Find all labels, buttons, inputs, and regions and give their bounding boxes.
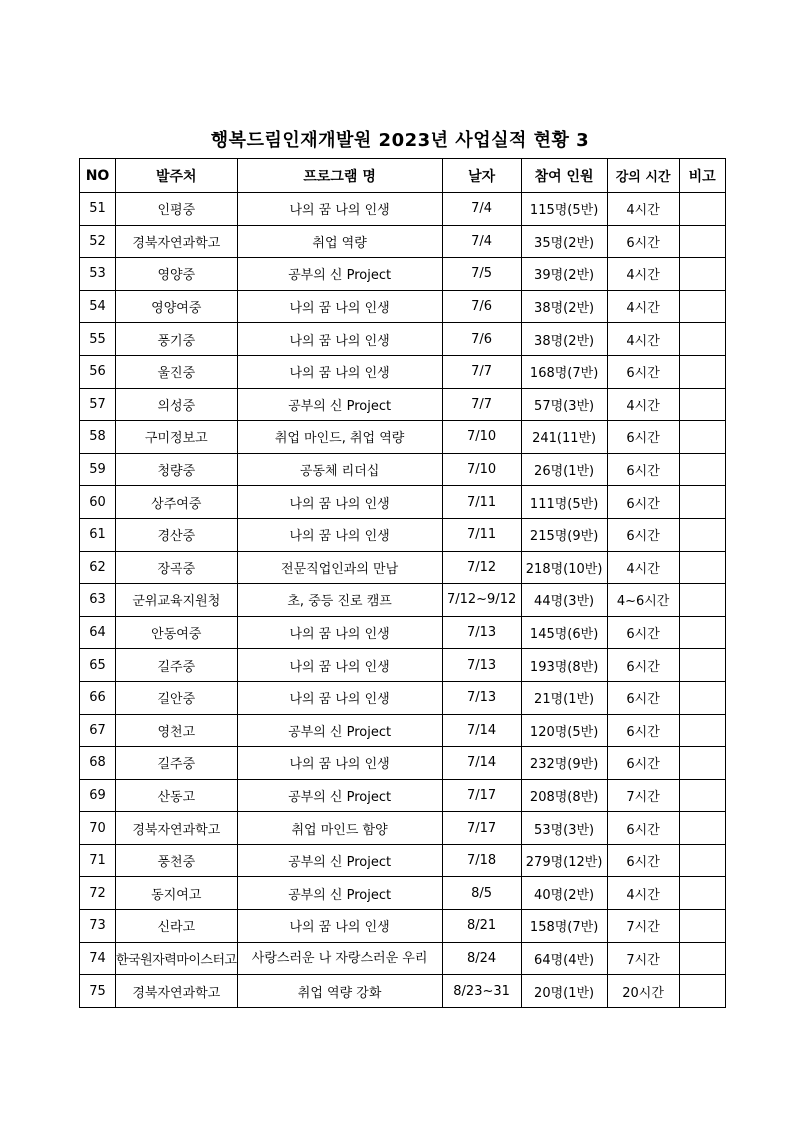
cell-date: 7/18 (442, 844, 521, 877)
cell-no: 72 (80, 877, 116, 910)
cell-date: 7/12~9/12 (442, 584, 521, 617)
cell-no: 63 (80, 584, 116, 617)
cell-client: 동지여고 (116, 877, 238, 910)
cell-date: 7/17 (442, 812, 521, 845)
cell-client: 군위교육지원청 (116, 584, 238, 617)
cell-program: 공부의 신 Project (237, 388, 442, 421)
cell-program: 초, 중등 진로 캠프 (237, 584, 442, 617)
cell-note (679, 747, 725, 780)
cell-hours: 6시간 (607, 355, 679, 388)
cell-no: 75 (80, 975, 116, 1008)
cell-date: 8/5 (442, 877, 521, 910)
cell-client: 영양여중 (116, 290, 238, 323)
header-participants: 참여 인원 (521, 159, 607, 193)
cell-no: 69 (80, 779, 116, 812)
cell-no: 74 (80, 942, 116, 975)
cell-participants: 38명(2반) (521, 290, 607, 323)
cell-participants: 57명(3반) (521, 388, 607, 421)
cell-client: 신라고 (116, 910, 238, 943)
cell-no: 66 (80, 681, 116, 714)
cell-client: 경북자연과학고 (116, 975, 238, 1008)
cell-participants: 208명(8반) (521, 779, 607, 812)
page-title: 행복드림인재개발원 2023년 사업실적 현황 3 (210, 130, 590, 151)
cell-hours: 7시간 (607, 910, 679, 943)
cell-note (679, 975, 725, 1008)
cell-note (679, 877, 725, 910)
cell-participants: 35명(2반) (521, 225, 607, 258)
cell-client: 경북자연과학고 (116, 225, 238, 258)
cell-program: 취업 마인드, 취업 역량 (237, 421, 442, 454)
table-row (80, 290, 726, 323)
table-row (80, 877, 726, 910)
cell-no: 73 (80, 910, 116, 943)
cell-hours: 6시간 (607, 681, 679, 714)
cell-hours: 6시간 (607, 714, 679, 747)
cell-date: 7/5 (442, 258, 521, 291)
cell-program: 취업 마인드 함양 (237, 812, 442, 845)
cell-date: 7/11 (442, 518, 521, 551)
cell-note (679, 323, 725, 356)
cell-program: 나의 꿈 나의 인생 (237, 910, 442, 943)
table-header-row (80, 159, 726, 193)
cell-date: 7/7 (442, 355, 521, 388)
header-hours: 강의 시간 (607, 159, 679, 193)
table-row (80, 453, 726, 486)
cell-note (679, 355, 725, 388)
cell-note (679, 844, 725, 877)
table-row (80, 616, 726, 649)
cell-participants: 21명(1반) (521, 681, 607, 714)
table-row (80, 975, 726, 1008)
cell-no: 65 (80, 649, 116, 682)
cell-hours: 6시간 (607, 225, 679, 258)
cell-note (679, 812, 725, 845)
cell-date: 7/17 (442, 779, 521, 812)
table-row (80, 779, 726, 812)
cell-date: 7/14 (442, 714, 521, 747)
cell-no: 54 (80, 290, 116, 323)
cell-participants: 145명(6반) (521, 616, 607, 649)
cell-no: 53 (80, 258, 116, 291)
cell-note (679, 584, 725, 617)
cell-hours: 4시간 (607, 877, 679, 910)
cell-note (679, 714, 725, 747)
header-date: 날자 (442, 159, 521, 193)
cell-client: 풍천중 (116, 844, 238, 877)
cell-program: 사랑스러운 나 자랑스러운 우리 (237, 942, 442, 975)
cell-note (679, 616, 725, 649)
cell-client: 안동여중 (116, 616, 238, 649)
table-row (80, 388, 726, 421)
cell-client: 길주중 (116, 649, 238, 682)
cell-date: 7/12 (442, 551, 521, 584)
cell-no: 61 (80, 518, 116, 551)
cell-program: 나의 꿈 나의 인생 (237, 323, 442, 356)
cell-hours: 6시간 (607, 453, 679, 486)
cell-hours: 7시간 (607, 779, 679, 812)
cell-date: 7/13 (442, 616, 521, 649)
table-row (80, 486, 726, 519)
cell-program: 취업 역량 강화 (237, 975, 442, 1008)
cell-hours: 4시간 (607, 388, 679, 421)
cell-program: 공부의 신 Project (237, 779, 442, 812)
cell-date: 7/13 (442, 649, 521, 682)
cell-hours: 7시간 (607, 942, 679, 975)
cell-program: 공부의 신 Project (237, 258, 442, 291)
cell-participants: 40명(2반) (521, 877, 607, 910)
cell-no: 51 (80, 193, 116, 226)
cell-date: 7/10 (442, 453, 521, 486)
cell-program: 나의 꿈 나의 인생 (237, 616, 442, 649)
cell-program: 나의 꿈 나의 인생 (237, 649, 442, 682)
cell-note (679, 258, 725, 291)
cell-no: 52 (80, 225, 116, 258)
cell-no: 57 (80, 388, 116, 421)
cell-program: 공부의 신 Project (237, 714, 442, 747)
cell-note (679, 193, 725, 226)
cell-client: 풍기중 (116, 323, 238, 356)
cell-no: 55 (80, 323, 116, 356)
table-row (80, 551, 726, 584)
cell-participants: 158명(7반) (521, 910, 607, 943)
cell-no: 62 (80, 551, 116, 584)
header-no: NO (80, 159, 116, 193)
table-row (80, 584, 726, 617)
cell-date: 7/7 (442, 388, 521, 421)
cell-no: 70 (80, 812, 116, 845)
cell-note (679, 290, 725, 323)
cell-hours: 6시간 (607, 812, 679, 845)
cell-no: 60 (80, 486, 116, 519)
cell-no: 64 (80, 616, 116, 649)
cell-client: 인평중 (116, 193, 238, 226)
cell-date: 7/4 (442, 225, 521, 258)
cell-participants: 241(11반) (521, 421, 607, 454)
header-program: 프로그램 명 (237, 159, 442, 193)
cell-note (679, 486, 725, 519)
cell-no: 68 (80, 747, 116, 780)
cell-participants: 115명(5반) (521, 193, 607, 226)
cell-program: 전문직업인과의 만남 (237, 551, 442, 584)
table-row (80, 649, 726, 682)
cell-client: 상주여중 (116, 486, 238, 519)
cell-participants: 38명(2반) (521, 323, 607, 356)
cell-participants: 53명(3반) (521, 812, 607, 845)
cell-note (679, 942, 725, 975)
table-row (80, 812, 726, 845)
cell-program: 공동체 리더십 (237, 453, 442, 486)
cell-note (679, 453, 725, 486)
cell-client: 한국원자력마이스터고 (116, 942, 238, 975)
cell-client: 장곡중 (116, 551, 238, 584)
cell-note (679, 551, 725, 584)
cell-participants: 279명(12반) (521, 844, 607, 877)
cell-participants: 20명(1반) (521, 975, 607, 1008)
cell-hours: 4시간 (607, 290, 679, 323)
cell-date: 7/11 (442, 486, 521, 519)
cell-participants: 111명(5반) (521, 486, 607, 519)
table-row (80, 421, 726, 454)
cell-program: 취업 역량 (237, 225, 442, 258)
cell-participants: 168명(7반) (521, 355, 607, 388)
cell-date: 8/23~31 (442, 975, 521, 1008)
cell-no: 58 (80, 421, 116, 454)
cell-participants: 215명(9반) (521, 518, 607, 551)
cell-hours: 6시간 (607, 518, 679, 551)
cell-participants: 120명(5반) (521, 714, 607, 747)
header-client: 발주처 (116, 159, 238, 193)
cell-program: 나의 꿈 나의 인생 (237, 355, 442, 388)
table-row (80, 225, 726, 258)
cell-note (679, 388, 725, 421)
cell-client: 영천고 (116, 714, 238, 747)
table-row (80, 258, 726, 291)
cell-hours: 6시간 (607, 421, 679, 454)
table-row (80, 714, 726, 747)
cell-program: 공부의 신 Project (237, 844, 442, 877)
cell-note (679, 779, 725, 812)
cell-date: 8/21 (442, 910, 521, 943)
cell-hours: 4시간 (607, 551, 679, 584)
cell-program: 나의 꿈 나의 인생 (237, 290, 442, 323)
table-row (80, 681, 726, 714)
table-row (80, 323, 726, 356)
cell-hours: 4시간 (607, 258, 679, 291)
cell-date: 8/24 (442, 942, 521, 975)
cell-participants: 232명(9반) (521, 747, 607, 780)
cell-participants: 26명(1반) (521, 453, 607, 486)
cell-hours: 4시간 (607, 193, 679, 226)
cell-program: 나의 꿈 나의 인생 (237, 518, 442, 551)
cell-client: 의성중 (116, 388, 238, 421)
cell-hours: 6시간 (607, 649, 679, 682)
table-row (80, 518, 726, 551)
header-note: 비고 (679, 159, 725, 193)
cell-date: 7/4 (442, 193, 521, 226)
cell-hours: 6시간 (607, 747, 679, 780)
cell-client: 청량중 (116, 453, 238, 486)
cell-no: 71 (80, 844, 116, 877)
cell-program: 나의 꿈 나의 인생 (237, 193, 442, 226)
cell-note (679, 910, 725, 943)
cell-program: 나의 꿈 나의 인생 (237, 681, 442, 714)
cell-client: 길주중 (116, 747, 238, 780)
cell-note (679, 421, 725, 454)
cell-no: 67 (80, 714, 116, 747)
cell-date: 7/10 (442, 421, 521, 454)
cell-program: 나의 꿈 나의 인생 (237, 747, 442, 780)
table-row (80, 942, 726, 975)
cell-hours: 4시간 (607, 323, 679, 356)
cell-no: 59 (80, 453, 116, 486)
cell-participants: 44명(3반) (521, 584, 607, 617)
cell-hours: 6시간 (607, 844, 679, 877)
cell-client: 길안중 (116, 681, 238, 714)
cell-note (679, 518, 725, 551)
cell-participants: 39명(2반) (521, 258, 607, 291)
cell-client: 경산중 (116, 518, 238, 551)
cell-hours: 6시간 (607, 486, 679, 519)
cell-client: 구미정보고 (116, 421, 238, 454)
cell-program: 공부의 신 Project (237, 877, 442, 910)
cell-date: 7/6 (442, 323, 521, 356)
table-row (80, 910, 726, 943)
cell-note (679, 225, 725, 258)
cell-no: 56 (80, 355, 116, 388)
table-row (80, 193, 726, 226)
cell-client: 울진중 (116, 355, 238, 388)
cell-date: 7/14 (442, 747, 521, 780)
cell-date: 7/6 (442, 290, 521, 323)
cell-program: 나의 꿈 나의 인생 (237, 486, 442, 519)
cell-hours: 6시간 (607, 616, 679, 649)
table-row (80, 355, 726, 388)
cell-client: 경북자연과학고 (116, 812, 238, 845)
cell-client: 영양중 (116, 258, 238, 291)
cell-client: 산동고 (116, 779, 238, 812)
cell-date: 7/13 (442, 681, 521, 714)
table-row (80, 747, 726, 780)
cell-note (679, 649, 725, 682)
cell-hours: 4~6시간 (607, 584, 679, 617)
cell-participants: 218명(10반) (521, 551, 607, 584)
cell-note (679, 681, 725, 714)
performance-table (79, 158, 726, 1008)
table-row (80, 844, 726, 877)
cell-hours: 20시간 (607, 975, 679, 1008)
cell-participants: 193명(8반) (521, 649, 607, 682)
cell-participants: 64명(4반) (521, 942, 607, 975)
